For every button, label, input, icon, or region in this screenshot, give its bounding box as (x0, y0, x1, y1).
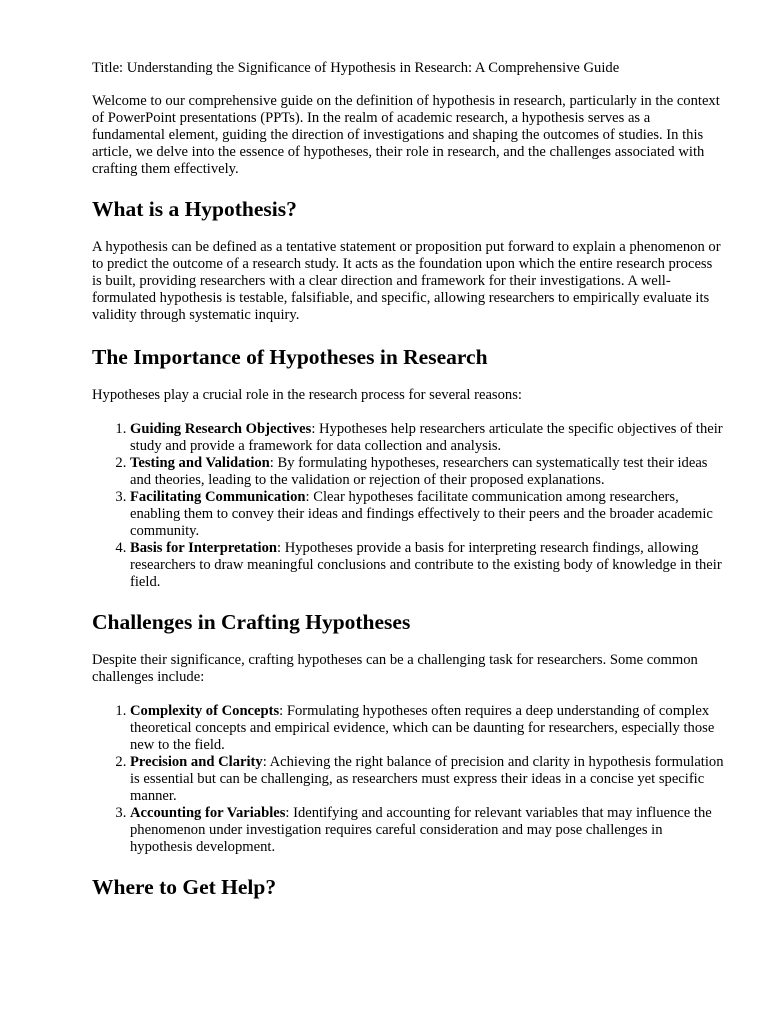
list-item (130, 703, 724, 754)
section-paragraph-what-is-hypothesis: A hypothesis can be defined as a tentative statement or proposition put forward to explain a phenomenon or to predict the outcome of a research study. It acts as the foundation upon which the entire research process is built, providing researchers with a clear direction and framework for their investigations. A well-formulated hypothesis is testable, falsifiable, and specific, allowing researchers to empirically evaluate its validity through systematic inquiry. (92, 239, 721, 323)
list-item (130, 805, 724, 856)
list-item-term: Complexity of Concepts (130, 703, 280, 719)
challenges-list (92, 703, 724, 856)
section-heading-challenges: Challenges in Crafting Hypotheses (92, 610, 411, 634)
importance-list (92, 421, 724, 591)
list-item-term: Guiding Research Objectives (130, 421, 312, 437)
list-item-text: : Achieving the right balance of precision and clarity in hypothesis formulation is essential but can be challenging, as researchers must express their ideas in a concise yet specific manner. (130, 754, 724, 804)
list-item (130, 455, 724, 489)
section-heading-where-to-get-help: Where to Get Help? (92, 875, 277, 899)
document-title-line: Title: Understanding the Significance of Hypothesis in Research: A Comprehensive Guide (92, 60, 620, 76)
list-item-term: Testing and Validation (130, 455, 270, 471)
list-item (130, 754, 724, 805)
section-heading-importance: The Importance of Hypotheses in Research (92, 345, 488, 369)
section-paragraph-importance: Hypotheses play a crucial role in the research process for several reasons: (92, 387, 522, 403)
list-item (130, 489, 724, 540)
list-item-term: Accounting for Variables (130, 805, 286, 821)
section-paragraph-challenges: Despite their significance, crafting hypotheses can be a challenging task for researchers. Some common challenges include: (92, 652, 698, 685)
list-item-term: Facilitating Communication (130, 489, 306, 505)
list-item-text: : Hypotheses help researchers articulate the specific objectives of their study and provide a framework for data collection and analysis. (130, 421, 723, 454)
list-item-term: Basis for Interpretation (130, 540, 278, 556)
list-item-term: Precision and Clarity (130, 754, 263, 770)
list-item-text: : Hypotheses provide a basis for interpreting research findings, allowing researchers to draw meaningful conclusions and contribute to the existing body of knowledge in their field. (130, 540, 722, 590)
list-item-text: : Clear hypotheses facilitate communication among researchers, enabling them to convey their ideas and findings effectively to their peers and the broader academic community. (130, 489, 713, 539)
list-item-text: : By formulating hypotheses, researchers can systematically test their ideas and theories, leading to the validation or rejection of their proposed explanations. (130, 455, 708, 488)
list-item (130, 421, 724, 455)
list-item-text: : Formulating hypotheses often requires a deep understanding of complex theoretical concepts and empirical evidence, which can be daunting for researchers, especially those new to the field. (130, 703, 715, 753)
intro-paragraph: Welcome to our comprehensive guide on the definition of hypothesis in research, particularly in the context of PowerPoint presentations (PPTs). In the realm of academic research, a hypothesis serves as a fundamental element, guiding the direction of investigations and shaping the outcomes of studies. In this article, we delve into the essence of hypotheses, their role in research, and the challenges associated with crafting them effectively. (92, 93, 720, 177)
list-item (130, 540, 724, 591)
section-heading-what-is-hypothesis: What is a Hypothesis? (92, 197, 297, 221)
list-item-text: : Identifying and accounting for relevant variables that may influence the phenomenon under investigation requires careful consideration and may pose challenges in hypothesis development. (130, 805, 712, 855)
